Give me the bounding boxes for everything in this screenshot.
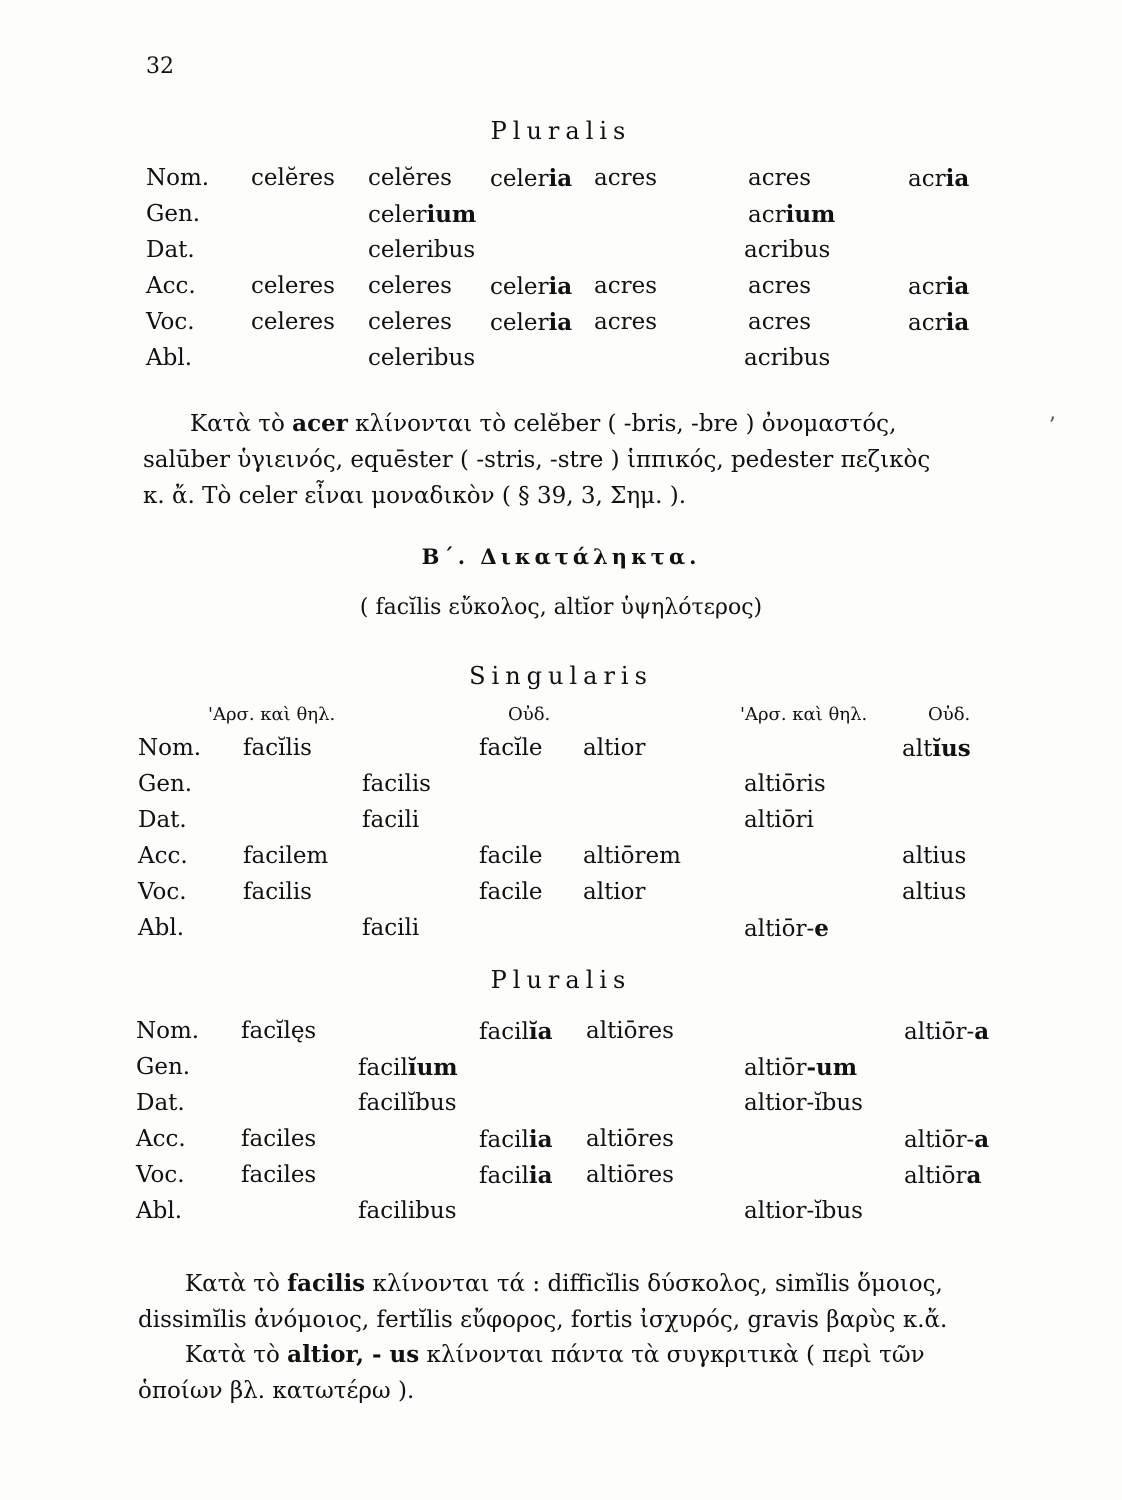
section-b-examples: ( facĭlis εὔκολος, altĭor ὑψηλότερος) (359, 595, 763, 620)
word: altior (583, 735, 646, 761)
section-b-heading: Β΄. Δικατάληκτα. (421, 544, 701, 569)
word: celeres (368, 273, 452, 299)
word: facilĭbus (358, 1090, 457, 1116)
word: acres (594, 165, 658, 191)
singular-heading: Singularis (469, 662, 653, 690)
word-stem: altiōr- (904, 1127, 975, 1153)
word-stem: celer (490, 310, 549, 336)
word: acres (748, 309, 812, 335)
word: altiōres (586, 1018, 674, 1044)
word-ending: ia (528, 1126, 553, 1153)
case-label: Dat. (138, 807, 187, 833)
table-row (0, 1090, 1122, 1126)
word (904, 1126, 989, 1153)
word (744, 1054, 857, 1081)
word: celeres (368, 309, 452, 335)
case-label: Nom. (146, 165, 210, 191)
case-label: Dat. (136, 1090, 185, 1116)
word (479, 1126, 552, 1153)
word: altiōres (586, 1162, 674, 1188)
word-ending: ia (945, 273, 970, 300)
word: facilis (243, 879, 312, 905)
table-row (0, 237, 1122, 273)
word (902, 735, 971, 762)
case-label: Abl. (138, 915, 184, 941)
word-ending: ĭus (932, 735, 971, 762)
word-ending: ia (528, 1162, 553, 1189)
word: acres (748, 273, 812, 299)
table-row (0, 879, 1122, 915)
word (908, 165, 969, 192)
paragraph-line (138, 1337, 1028, 1373)
word-stem: altiōr (744, 1055, 807, 1081)
paragraph-line: salūber ὑγιεινός, equēster ( -stris, -stre ) ἱππικός, pedester πεζικὸς (143, 447, 931, 473)
word-stem: acr (748, 202, 786, 228)
word-ending: ia (548, 273, 573, 300)
word: facilis (362, 771, 431, 797)
case-label: Acc. (136, 1126, 186, 1152)
word: facilibus (358, 1198, 457, 1224)
word-stem: celer (490, 274, 549, 300)
word-ending: ium (785, 201, 836, 228)
word-ending: -um (806, 1054, 858, 1081)
case-label: Voc. (136, 1162, 185, 1188)
word-stem: facil (358, 1055, 408, 1081)
word: altiōris (744, 771, 826, 797)
text: κλίνονται τὸ celĕber ( -bris, -bre ) ὀνομαστός, (347, 411, 897, 437)
paragraph-acer (143, 406, 1033, 514)
paragraph-line (143, 406, 1033, 442)
case-label: Nom. (136, 1018, 200, 1044)
word (904, 1018, 989, 1045)
table-row (0, 309, 1122, 345)
word: altior (583, 879, 646, 905)
case-label: Gen. (146, 201, 201, 227)
table-row (0, 201, 1122, 237)
word: celeribus (368, 345, 476, 371)
word-stem: altiōr- (744, 916, 815, 942)
text: κλίνονται πάντα τὰ συγκριτικὰ ( περὶ τῶν (419, 1342, 925, 1368)
paragraph-facilis (138, 1266, 1028, 1338)
word: altiōri (744, 807, 814, 833)
word: altius (902, 843, 967, 869)
case-label: Acc. (146, 273, 196, 299)
case-label: Dat. (146, 237, 195, 263)
case-label: Acc. (138, 843, 188, 869)
table-row (0, 345, 1122, 381)
word: faciles (241, 1126, 317, 1152)
word-stem: facil (479, 1163, 529, 1189)
word: facile (479, 843, 543, 869)
text: κλίνονται τά : difficĭlis δύσκολος, simĭlis ὅμοιος, (365, 1271, 943, 1297)
column-header: 'Αρσ. καὶ θηλ. (208, 704, 336, 725)
paragraph-line (138, 1266, 1028, 1302)
table-row (0, 1162, 1122, 1198)
word: celeres (251, 309, 335, 335)
word (490, 165, 572, 192)
page-number: 32 (146, 54, 174, 79)
text: Κατὰ τὸ (185, 1271, 288, 1297)
word: faciles (241, 1162, 317, 1188)
word-stem: acr (908, 310, 946, 336)
word-ending: ium (426, 201, 477, 228)
paragraph-line: κ. ἄ. Τὸ celer εἶναι μοναδικὸν ( § 39, 3, Σημ. ). (143, 483, 687, 509)
table-row (0, 735, 1122, 771)
word: acres (594, 273, 658, 299)
case-label: Abl. (146, 345, 192, 371)
word: facĭlis (243, 735, 312, 761)
table-row (0, 1126, 1122, 1162)
word (358, 1054, 458, 1081)
word-stem: facil (479, 1127, 529, 1153)
table-row (0, 1198, 1122, 1234)
word: altius (902, 879, 967, 905)
table-row (0, 1018, 1122, 1054)
bold-term: facilis (287, 1270, 366, 1297)
word: facile (479, 879, 543, 905)
plural-heading-1: Pluralis (490, 117, 632, 145)
word (908, 273, 969, 300)
word-ending: a (974, 1018, 990, 1045)
word-ending: a (974, 1126, 990, 1153)
word: facili (362, 807, 420, 833)
case-label: Gen. (136, 1054, 191, 1080)
text: Κατὰ τὸ (185, 1342, 288, 1368)
case-label: Abl. (136, 1198, 182, 1224)
paragraph-line: dissimĭlis ἀνόμοιος, fertĭlis εὔφορος, fortis ἰσχυρός, gravis βαρὺς κ.ἄ. (138, 1307, 948, 1333)
word (904, 1162, 981, 1189)
word: facĭle (479, 735, 543, 761)
word (490, 309, 572, 336)
word (748, 201, 835, 228)
word-stem: alt (902, 736, 933, 762)
word-ending: ĭa (528, 1018, 553, 1045)
table-row (0, 165, 1122, 201)
word-stem: altiōr- (904, 1019, 975, 1045)
word (368, 201, 476, 228)
word (744, 915, 829, 942)
word: altior-ĭbus (744, 1198, 863, 1224)
word-stem: celer (490, 166, 549, 192)
column-header: 'Αρσ. καὶ θηλ. (740, 704, 868, 725)
word: celĕres (251, 165, 335, 191)
word-ending: ia (548, 165, 573, 192)
table-row (0, 915, 1122, 951)
word (479, 1018, 552, 1045)
case-label: Voc. (146, 309, 195, 335)
word-stem: facil (479, 1019, 529, 1045)
table-row (0, 843, 1122, 879)
text: Κατὰ τὸ (190, 411, 293, 437)
word-stem: acr (908, 166, 946, 192)
table-row (0, 807, 1122, 843)
bold-term: altior, - us (287, 1341, 420, 1368)
word: altior-ĭbus (744, 1090, 863, 1116)
word-ending: ia (945, 165, 970, 192)
table-row (0, 771, 1122, 807)
paragraph-line: ὁποίων βλ. κατωτέρω ). (138, 1378, 415, 1404)
table-row (0, 273, 1122, 309)
word-ending: ia (945, 309, 970, 336)
word (479, 1162, 552, 1189)
word: celeribus (368, 237, 476, 263)
word-stem: altiōr (904, 1163, 967, 1189)
word: acribus (744, 345, 831, 371)
word: acribus (744, 237, 831, 263)
word-ending: ĭum (407, 1054, 458, 1081)
paragraph-altior (138, 1337, 1028, 1409)
word: acres (748, 165, 812, 191)
word-ending: a (966, 1162, 982, 1189)
word: altiōres (586, 1126, 674, 1152)
case-label: Nom. (138, 735, 202, 761)
word: altiōrem (583, 843, 681, 869)
case-label: Voc. (138, 879, 187, 905)
word (490, 273, 572, 300)
plural-heading-2: Pluralis (490, 966, 632, 994)
bold-term: acer (292, 410, 348, 437)
margin-mark: ʼ (1048, 414, 1055, 439)
column-header: Οὐδ. (928, 704, 971, 725)
word: celĕres (368, 165, 452, 191)
word-stem: acr (908, 274, 946, 300)
word-ending: e (814, 915, 829, 942)
word-ending: ia (548, 309, 573, 336)
table-row (0, 1054, 1122, 1090)
word: facĭlęs (241, 1018, 317, 1044)
word: facili (362, 915, 420, 941)
word: celeres (251, 273, 335, 299)
word (908, 309, 969, 336)
column-header: Οὐδ. (508, 704, 551, 725)
word-stem: celer (368, 202, 427, 228)
word: facilem (243, 843, 329, 869)
word: acres (594, 309, 658, 335)
case-label: Gen. (138, 771, 193, 797)
